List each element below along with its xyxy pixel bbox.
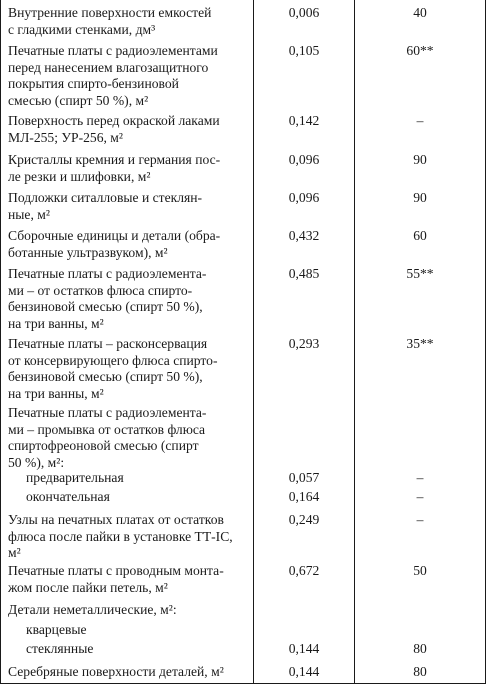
description-line: на три ванны, м² bbox=[8, 315, 104, 331]
description-line: Сборочные единицы и детали (обра- bbox=[8, 228, 221, 243]
table-row-description bbox=[8, 266, 252, 332]
description-line: кварцевые bbox=[26, 622, 87, 637]
table-row-value: 0,142 bbox=[288, 113, 320, 128]
table-row-norm: – bbox=[416, 470, 424, 485]
table-subitem-description bbox=[8, 470, 270, 487]
description-line: Печатные платы с радиоэлемента- bbox=[8, 266, 207, 281]
description-line: Кристаллы кремния и германия пос- bbox=[8, 152, 221, 167]
description-line: Печатные платы с проводным монта- bbox=[8, 563, 224, 578]
description-line: Серебряные поверхности деталей, м² bbox=[8, 664, 224, 679]
table-row-description bbox=[8, 512, 252, 562]
description-line: стеклянные bbox=[26, 641, 94, 656]
description-line: м² bbox=[8, 545, 21, 560]
description-line: предварительная bbox=[26, 470, 124, 485]
description-line: Внутренние поверхности емкостей bbox=[8, 5, 212, 20]
table-row-value: 0,057 bbox=[288, 470, 320, 485]
table-subitem-description bbox=[8, 641, 270, 658]
description-line: ми – промывка от остатков флюса bbox=[8, 421, 206, 437]
description-line: Поверхность перед окраской лаками bbox=[8, 113, 220, 128]
table-subitem-description bbox=[8, 622, 270, 639]
table-row-norm: 60 bbox=[413, 228, 427, 243]
table-row-norm: 50 bbox=[413, 563, 427, 578]
table-row-norm: 40 bbox=[413, 5, 427, 20]
description-line: окончательная bbox=[26, 489, 110, 504]
description-line: МЛ-255; УР-256, м² bbox=[8, 129, 123, 145]
table-row-value: 0,096 bbox=[288, 152, 320, 167]
table-row-value: 0,144 bbox=[288, 641, 320, 656]
table-row-description bbox=[8, 43, 252, 109]
description-line: ми – от остатков флюса спирто- bbox=[8, 282, 193, 298]
description-line: покрытия спирто-бензиновой bbox=[8, 76, 179, 91]
description-line: Узлы на печатных платах от остатков bbox=[8, 512, 224, 527]
table-row-description bbox=[8, 563, 252, 596]
description-line: на три ванны, м² bbox=[8, 385, 104, 401]
table-row-value: 0,164 bbox=[288, 489, 320, 504]
description-line: ные, м² bbox=[8, 206, 50, 222]
table-row-description bbox=[8, 336, 252, 402]
table-row-value: 0,293 bbox=[288, 336, 320, 351]
table-row-norm: – bbox=[416, 489, 424, 504]
table-row-description bbox=[8, 602, 252, 619]
table-row-value: 0,105 bbox=[288, 43, 320, 58]
description-line: бензиновой смесью (спирт 50 %), bbox=[8, 369, 203, 384]
table-row-description bbox=[8, 405, 252, 471]
description-line: ботанные ультразвуком), м² bbox=[8, 244, 168, 260]
table-row-value: 0,249 bbox=[288, 512, 320, 527]
table-row-value: 0,096 bbox=[288, 190, 320, 205]
table-row-description bbox=[8, 228, 252, 261]
description-line: от консервирующего флюса спирто- bbox=[8, 352, 218, 368]
description-line: 50 %), м²: bbox=[8, 454, 65, 470]
table-row-value: 0,672 bbox=[288, 563, 320, 578]
description-line: Печатные платы с радиоэлементами bbox=[8, 43, 218, 58]
table-row-norm: 90 bbox=[413, 190, 427, 205]
table-row-norm: 90 bbox=[413, 152, 427, 167]
table-subitem-description bbox=[8, 489, 270, 506]
table-row-value: 0,144 bbox=[288, 664, 320, 679]
table-row-description bbox=[8, 5, 252, 38]
description-line: с гладкими стенками, дм³ bbox=[8, 21, 156, 37]
table-row-norm: – bbox=[416, 512, 424, 527]
table-row-norm: 80 bbox=[413, 641, 427, 656]
description-line: перед нанесением влагозащитного bbox=[8, 59, 209, 75]
description-line: Печатные платы – расконсервация bbox=[8, 336, 208, 351]
table-row-norm: 35** bbox=[406, 336, 434, 351]
description-line: жом после пайки петель, м² bbox=[8, 579, 168, 595]
table-row-norm: 60** bbox=[406, 43, 434, 58]
description-line: Печатные платы с радиоэлемента- bbox=[8, 405, 207, 420]
description-line: спиртофреоновой смесью (спирт bbox=[8, 438, 199, 453]
table-row-description bbox=[8, 113, 252, 146]
description-line: Детали неметаллические, м²: bbox=[8, 602, 177, 617]
table-row-norm: – bbox=[416, 113, 424, 128]
left-border bbox=[0, 0, 1, 684]
description-line: бензиновой смесью (спирт 50 %), bbox=[8, 299, 203, 314]
description-line: флюса после пайки в установке ТТ-IC, bbox=[8, 528, 233, 544]
description-line: смесью (спирт 50 %), м² bbox=[8, 92, 149, 108]
table-row-description bbox=[8, 152, 252, 185]
table-row-norm: 55** bbox=[406, 266, 434, 281]
table-row-norm: 80 bbox=[413, 664, 427, 679]
description-line: Подложки ситалловые и стеклян- bbox=[8, 190, 203, 205]
table-row-description bbox=[8, 190, 252, 223]
table-row-value: 0,485 bbox=[288, 266, 320, 281]
description-line: ле резки и шлифовки, м² bbox=[8, 168, 151, 184]
table-row-value: 0,432 bbox=[288, 228, 320, 243]
table-row-description bbox=[8, 664, 252, 681]
table-row-value: 0,006 bbox=[288, 5, 320, 20]
